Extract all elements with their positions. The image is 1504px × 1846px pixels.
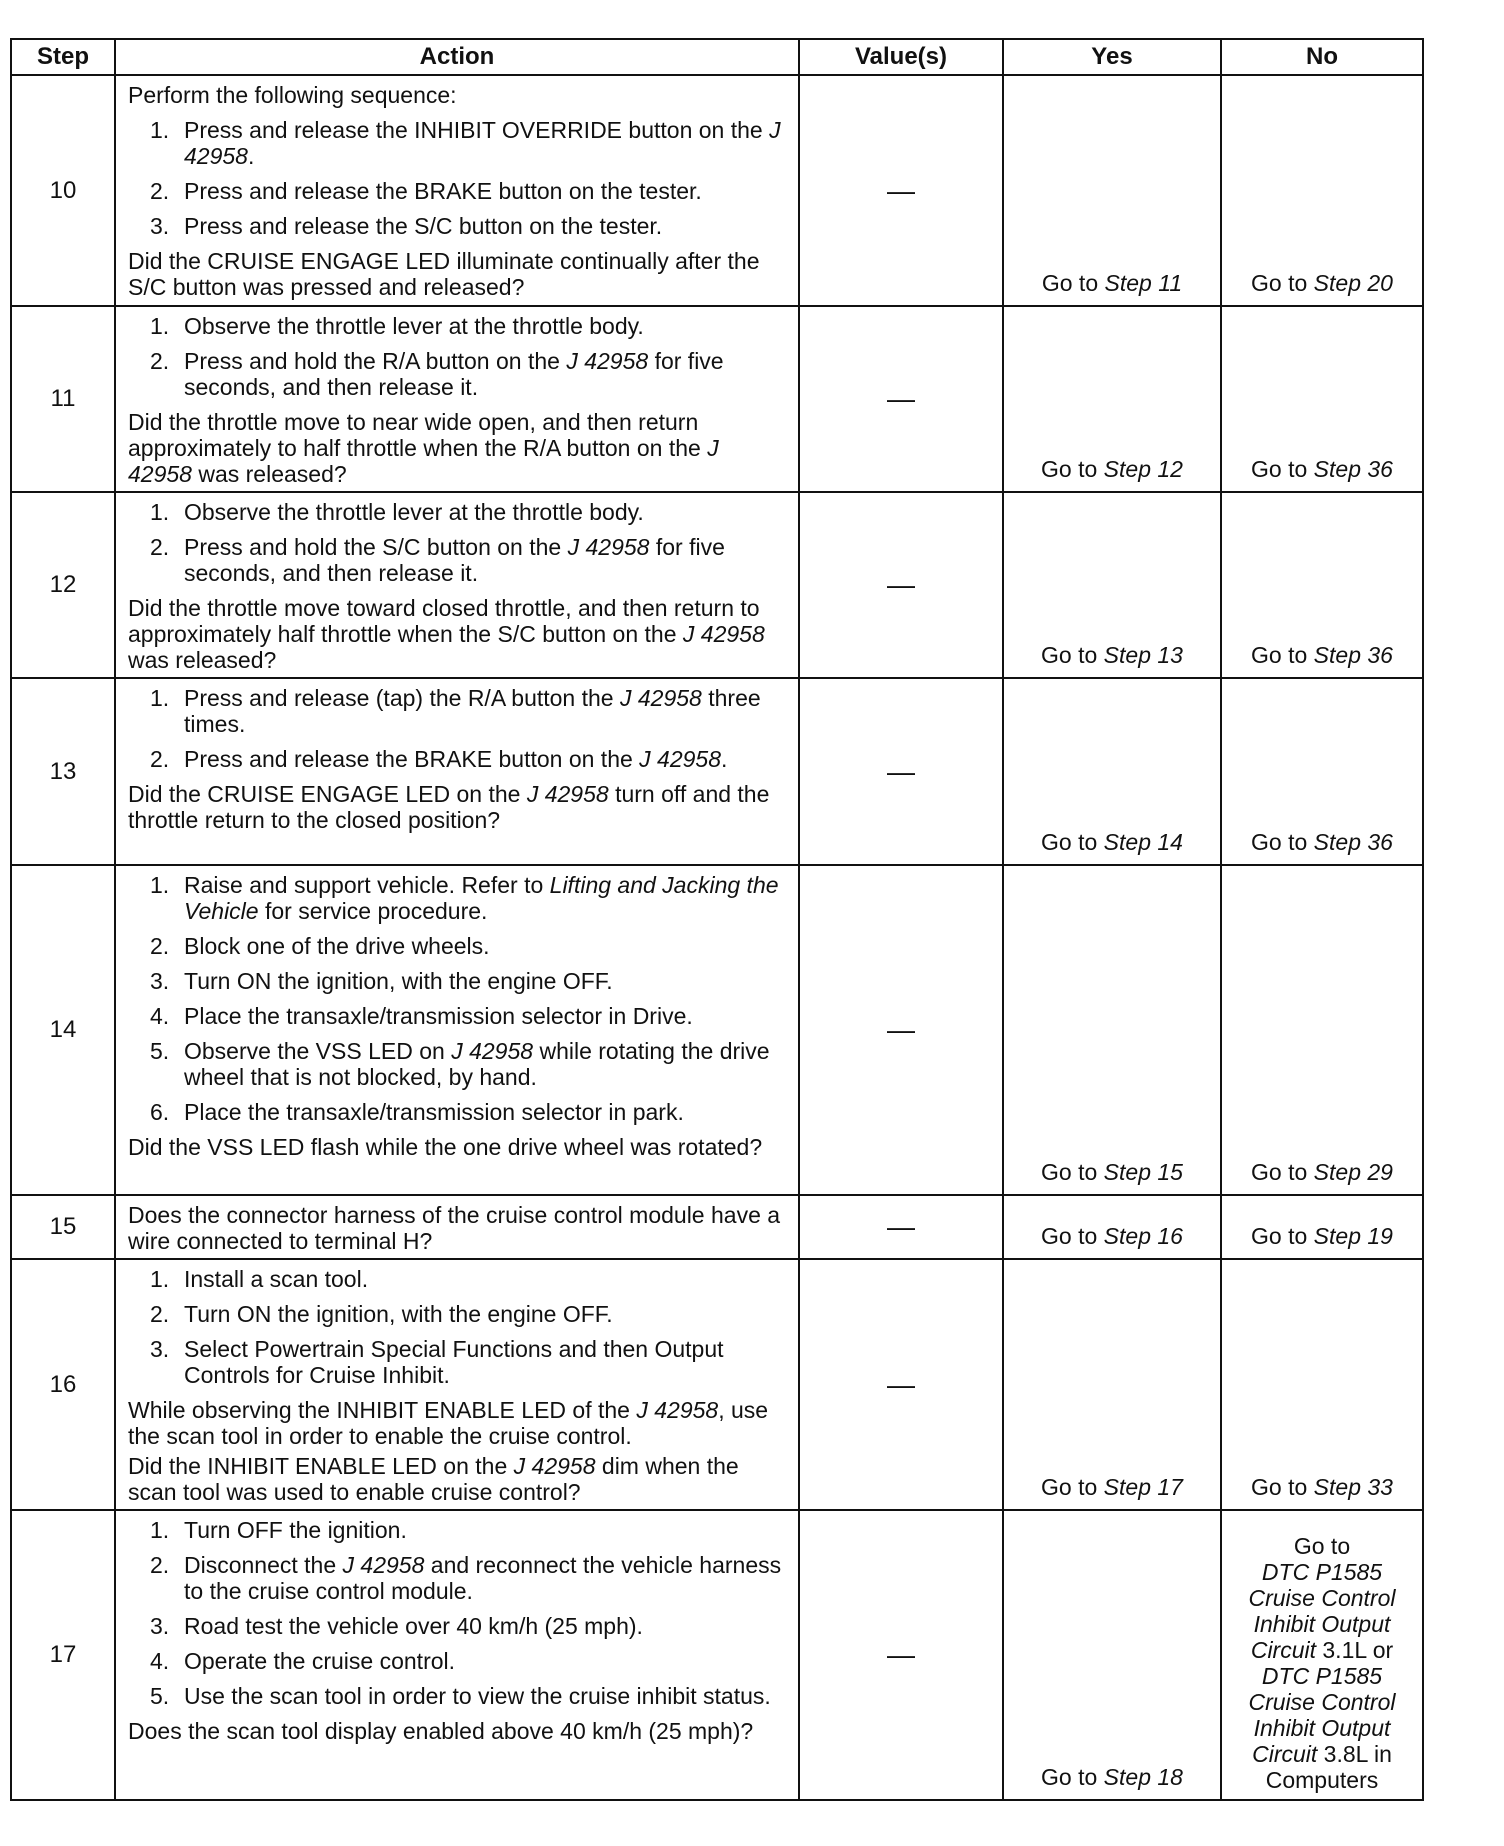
action-step: 2. Block one of the drive wheels.: [150, 933, 490, 959]
table-row: [11, 306, 1423, 492]
action-step: 2. Disconnect the J 42958 and reconnect the vehicle harness to the cruise control module.: [150, 1552, 782, 1604]
step-number: 10: [11, 75, 115, 306]
action-step: 1. Press and release the INHIBIT OVERRIDE button on the J 42958.: [150, 117, 781, 169]
yes-cell: Go to Step 14: [1003, 678, 1221, 865]
value-cell: —: [799, 678, 1003, 865]
action-step: 2. Turn ON the ignition, with the engine OFF.: [150, 1301, 613, 1327]
action-cell: [115, 1259, 799, 1510]
value-cell: —: [799, 306, 1003, 492]
action-step: 1. Turn OFF the ignition.: [150, 1517, 407, 1543]
step-number: 16: [11, 1259, 115, 1510]
table-row: [11, 1259, 1423, 1510]
action-step: 2. Press and release the BRAKE button on the J 42958.: [150, 746, 728, 772]
no-line: Cruise Control: [1248, 1689, 1396, 1715]
action-note: While observing the INHIBIT ENABLE LED of the J 42958, use the scan tool in order to enable the cruise control.: [128, 1397, 769, 1449]
no-cell: Go to Step 36: [1221, 306, 1423, 492]
no-line: Circuit 3.8L in: [1252, 1741, 1392, 1767]
value-cell: —: [799, 1195, 1003, 1259]
yes-cell: Go to Step 15: [1003, 865, 1221, 1195]
action-step: 3. Press and release the S/C button on the tester.: [150, 213, 663, 239]
action-cell: [115, 306, 799, 492]
action-steps: [128, 117, 788, 239]
action-step: 5. Use the scan tool in order to view the cruise inhibit status.: [150, 1683, 771, 1709]
action-step: 1. Observe the throttle lever at the throttle body.: [150, 313, 644, 339]
no-cell: [1221, 1510, 1423, 1800]
no-line: Go to: [1293, 1533, 1351, 1559]
action-cell: [115, 1510, 799, 1800]
step-number: 15: [11, 1195, 115, 1259]
action-question: Does the scan tool display enabled above 40 km/h (25 mph)?: [128, 1718, 754, 1744]
no-line: Inhibit Output: [1253, 1715, 1391, 1741]
action-step: 1. Press and release (tap) the R/A button the J 42958 three times.: [150, 685, 761, 737]
action-step: 1. Raise and support vehicle. Refer to Lifting and Jacking the Vehicle for service procedure.: [150, 872, 779, 924]
action-step: 3. Road test the vehicle over 40 km/h (25 mph).: [150, 1613, 643, 1639]
action-question: Did the CRUISE ENGAGE LED on the J 42958 turn off and the throttle return to the closed position?: [128, 781, 770, 833]
action-steps: [128, 1266, 788, 1388]
action-question: Did the VSS LED flash while the one drive wheel was rotated?: [128, 1134, 763, 1160]
no-cell: Go to Step 33: [1221, 1259, 1423, 1510]
yes-cell: Go to Step 11: [1003, 75, 1221, 306]
step-number: 14: [11, 865, 115, 1195]
header-step: Step: [11, 39, 115, 75]
yes-cell: Go to Step 17: [1003, 1259, 1221, 1510]
no-cell: Go to Step 36: [1221, 678, 1423, 865]
action-step: 2. Press and release the BRAKE button on the tester.: [150, 178, 702, 204]
no-cell: Go to Step 29: [1221, 865, 1423, 1195]
dtc-link[interactable]: DTC P1585: [1261, 1663, 1383, 1689]
action-steps: [128, 313, 788, 400]
action-steps: [128, 499, 788, 586]
action-cell: [115, 1195, 799, 1259]
step-number: 12: [11, 492, 115, 678]
no-cell: Go to Step 19: [1221, 1195, 1423, 1259]
action-steps: [128, 872, 788, 1125]
action-step: 4. Place the transaxle/transmission selector in Drive.: [150, 1003, 693, 1029]
step-number: 11: [11, 306, 115, 492]
no-line: Inhibit Output: [1253, 1611, 1391, 1637]
header-yes: Yes: [1003, 39, 1221, 75]
action-step: 1. Install a scan tool.: [150, 1266, 369, 1292]
action-step: 5. Observe the VSS LED on J 42958 while rotating the drive wheel that is not blocked, by hand.: [150, 1038, 770, 1090]
action-question: Did the CRUISE ENGAGE LED illuminate continually after the S/C button was pressed and released?: [128, 248, 760, 300]
action-step: 2. Press and hold the S/C button on the J 42958 for five seconds, and then release it.: [150, 534, 725, 586]
header-row: [11, 39, 1423, 75]
yes-cell: Go to Step 13: [1003, 492, 1221, 678]
action-step: 2. Press and hold the R/A button on the J 42958 for five seconds, and then release it.: [150, 348, 724, 400]
action-cell: [115, 492, 799, 678]
value-cell: —: [799, 492, 1003, 678]
yes-cell: Go to Step 12: [1003, 306, 1221, 492]
value-cell: —: [799, 1510, 1003, 1800]
action-intro: Perform the following sequence:: [128, 82, 457, 108]
table-row: [11, 1195, 1423, 1259]
action-steps: [128, 1517, 788, 1709]
no-line: Computers: [1265, 1767, 1379, 1793]
yes-cell: Go to Step 16: [1003, 1195, 1221, 1259]
action-question: Did the throttle move toward closed throttle, and then return to approximately half throttle when the S/C button on the J 42958 was released?: [128, 595, 765, 673]
step-number: 13: [11, 678, 115, 865]
value-cell: —: [799, 75, 1003, 306]
action-steps: [128, 685, 788, 772]
action-question: Does the connector harness of the cruise control module have a wire connected to terminal H?: [128, 1202, 781, 1254]
action-step: 4. Operate the cruise control.: [150, 1648, 456, 1674]
no-line: Cruise Control: [1248, 1585, 1396, 1611]
no-cell: Go to Step 20: [1221, 75, 1423, 306]
step-number: 17: [11, 1510, 115, 1800]
action-step: 3. Turn ON the ignition, with the engine OFF.: [150, 968, 613, 994]
no-line: Circuit 3.1L or: [1250, 1637, 1394, 1663]
diagnostic-table: [10, 38, 1424, 1801]
table-row: [11, 865, 1423, 1195]
action-cell: [115, 865, 799, 1195]
no-cell: Go to Step 36: [1221, 492, 1423, 678]
action-step: 1. Observe the throttle lever at the throttle body.: [150, 499, 644, 525]
action-question: Did the INHIBIT ENABLE LED on the J 42958 dim when the scan tool was used to enable cruise control?: [128, 1453, 739, 1505]
table-row: [11, 492, 1423, 678]
action-cell: [115, 75, 799, 306]
table-row: [11, 75, 1423, 306]
header-action: Action: [115, 39, 799, 75]
dtc-link[interactable]: DTC P1585: [1261, 1559, 1383, 1585]
header-values: Value(s): [799, 39, 1003, 75]
value-cell: —: [799, 1259, 1003, 1510]
action-step: 3. Select Powertrain Special Functions and then Output Controls for Cruise Inhibit.: [150, 1336, 724, 1388]
action-question: Did the throttle move to near wide open, and then return approximately to half throttle when the R/A button on the J 42958 was released?: [128, 409, 719, 487]
table-row: [11, 678, 1423, 865]
action-cell: [115, 678, 799, 865]
action-step: 6. Place the transaxle/transmission selector in park.: [150, 1099, 684, 1125]
table-row: [11, 1510, 1423, 1800]
header-no: No: [1221, 39, 1423, 75]
yes-cell: Go to Step 18: [1003, 1510, 1221, 1800]
value-cell: —: [799, 865, 1003, 1195]
